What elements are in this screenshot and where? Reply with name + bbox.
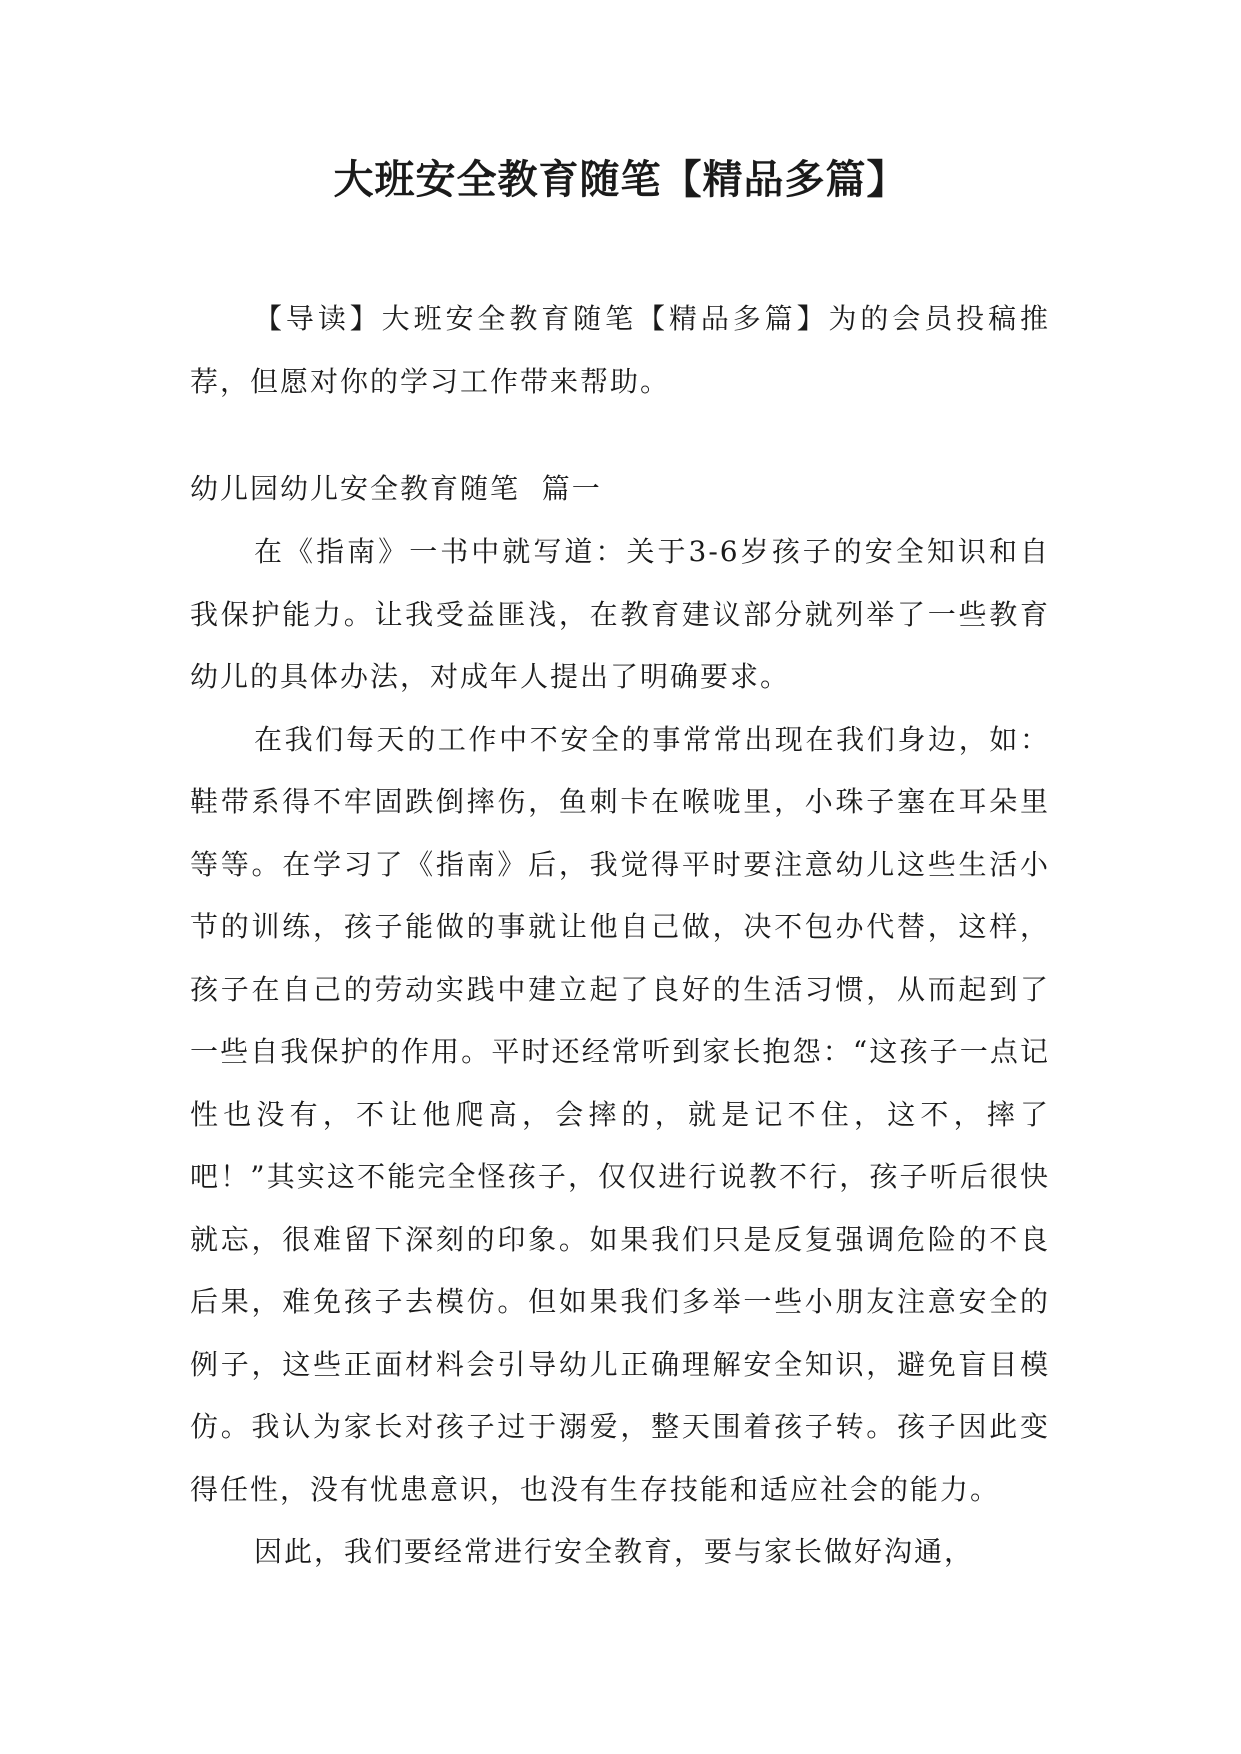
body-paragraph: 因此，我们要经常进行安全教育，要与家长做好沟通，	[254, 1535, 975, 1568]
section-heading: 幼儿园幼儿安全教育随笔 篇一	[190, 472, 602, 505]
document-title: 大班安全教育随笔【精品多篇】	[333, 157, 908, 203]
section-body	[190, 521, 1050, 1584]
intro-paragraph: 【导读】大班安全教育随笔【精品多篇】为的会员投稿推荐，但愿对你的学习工作带来帮助。	[190, 302, 1050, 398]
body-paragraph: 在《指南》一书中就写道：关于3-6岁孩子的安全知识和自我保护能力。让我受益匪浅，在教育建议部分就列举了一些教育幼儿的具体办法，对成年人提出了明确要求。	[190, 535, 1050, 693]
body-paragraph: 在我们每天的工作中不安全的事常常出现在我们身边，如：鞋带系得不牢固跌倒摔伤，鱼刺卡在喉咙里，小珠子塞在耳朵里等等。在学习了《指南》后，我觉得平时要注意幼儿这些生活小节的训练，孩子能做的事就让他自己做，决不包办代替，这样，孩子在自己的劳动实践中建立起了良好的生活习惯，从而起到了一些自我保护的作用。平时还经常听到家长抱怨：“这孩子一点记性也没有，不让他爬高，会摔的，就是记不住，这不，摔了吧！”其实这不能完全怪孩子，仅仅进行说教不行，孩子听后很快就忘，很难留下深刻的印象。如果我们只是反复强调危险的不良后果，难免孩子去模仿。但如果我们多举一些小朋友注意安全的例子，这些正面材料会引导幼儿正确理解安全知识，避免盲目模仿。我认为家长对孩子过于溺爱，整天围着孩子转。孩子因此变得任性，没有忧患意识，也没有生存技能和适应社会的能力。	[190, 722, 1050, 1506]
